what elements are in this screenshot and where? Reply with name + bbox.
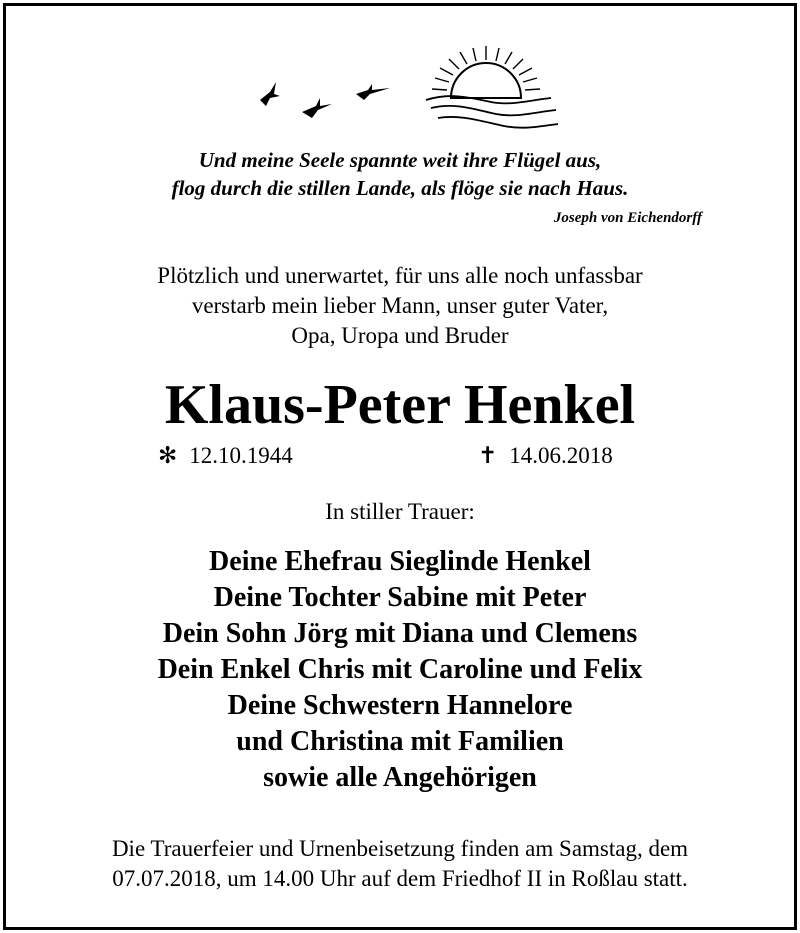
quote-line-2: flog durch die stillen Lande, als flöge sie nach Haus. (171, 176, 629, 200)
mourning-heading: In stiller Trauer: (325, 499, 475, 524)
mourner-line: Dein Enkel Chris mit Caroline und Felix (157, 654, 643, 685)
mourner-line: Deine Tochter Sabine mit Peter (213, 582, 587, 613)
death-cross-icon: ✝ (478, 443, 498, 468)
service-info-line-1: Die Trauerfeier und Urnenbeisetzung finden am Samstag, dem (111, 836, 689, 861)
birth-date: 12.10.1944 (189, 443, 293, 468)
intro-line-2: verstarb mein lieber Mann, unser guter Vater, (191, 293, 609, 318)
mourner-line: sowie alle Angehörigen (263, 762, 537, 793)
birds-sunrise-icon (246, 40, 566, 140)
mourners-list (6, 544, 794, 796)
quote-line-1: Und meine Seele spannte weit ihre Flügel aus, (198, 148, 602, 172)
obituary-notice (3, 3, 797, 930)
birth-star-icon: ✻ (158, 443, 178, 468)
deceased-name: Klaus-Peter Henkel (164, 374, 636, 436)
mourner-line: Deine Ehefrau Sieglinde Henkel (209, 546, 591, 577)
birth-date-row (158, 443, 293, 469)
death-date-row (478, 443, 613, 469)
intro-line-3: Opa, Uropa und Bruder (291, 323, 509, 348)
intro-line-1: Plötzlich und unerwartet, für uns alle noch unfassbar (157, 263, 643, 288)
mourner-line: Dein Sohn Jörg mit Diana und Clemens (162, 618, 638, 649)
mourner-line: Deine Schwestern Hannelore (227, 690, 573, 721)
service-info-line-2: 07.07.2018, um 14.00 Uhr auf dem Friedhof II in Roßlau statt. (112, 866, 688, 891)
quote-author: Joseph von Eichendorff (553, 210, 702, 226)
death-date: 14.06.2018 (509, 443, 613, 468)
mourner-line: und Christina mit Familien (236, 726, 564, 757)
